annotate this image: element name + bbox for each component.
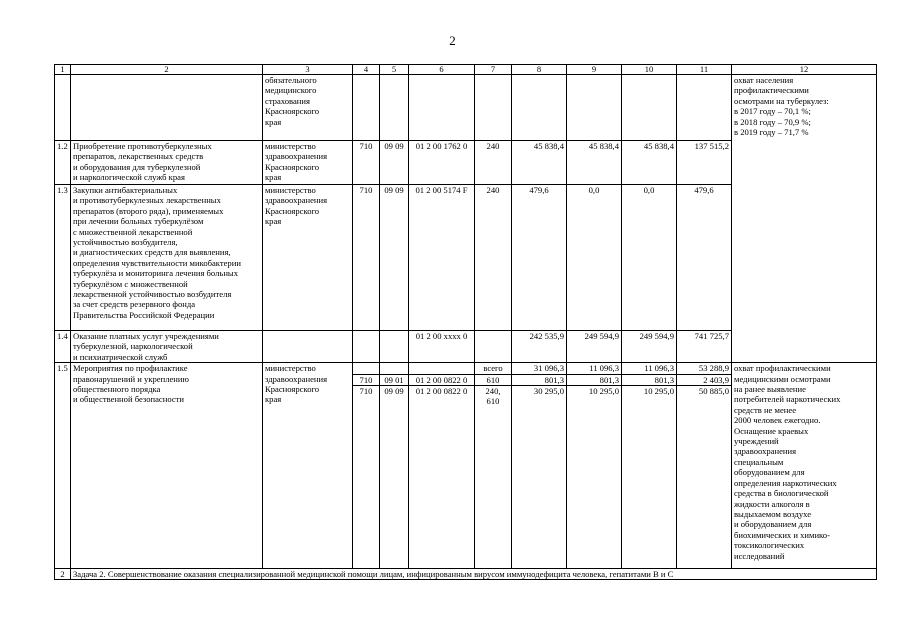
header-cell: 4 [353, 65, 380, 75]
value-2019: 10 295,0 [622, 386, 677, 569]
vr-cell: всего [475, 363, 512, 374]
header-cell: 7 [475, 65, 512, 75]
value-total: 2 403,9 [677, 374, 732, 385]
csr-cell: 01 2 00 1762 0 [409, 141, 475, 185]
value-2017: 801,3 [512, 374, 567, 385]
row-number: 1.3 [55, 185, 71, 331]
value-2018: 11 096,3 [567, 363, 622, 374]
grbs-cell [353, 363, 380, 374]
note-cell: охват населения профилактическими осмотрами на туберкулез: в 2017 году – 70,1 %; в 2018 году – 70,9 %; в 2019 году – 71,7 % [732, 75, 877, 363]
grbs-cell: 710 [353, 374, 380, 385]
measure-name: Оказание платных услуг учреждениями туберкулезной, наркологической и психиатрической служб [71, 331, 263, 363]
measure-name: Мероприятия по профилактике правонарушений и укреплению общественного порядка и общественной безопасности [71, 363, 263, 569]
header-cell: 2 [71, 65, 263, 75]
rzpr-cell: 09 09 [380, 141, 409, 185]
task-row [55, 569, 877, 580]
value-2017: 479,6 [512, 185, 567, 331]
value-2019: 249 594,9 [622, 331, 677, 363]
row-number: 1.4 [55, 331, 71, 363]
rzpr-cell: 09 09 [380, 386, 409, 569]
vr-cell: 240 [475, 141, 512, 185]
csr-cell: 01 2 00 5174 F [409, 185, 475, 331]
executor-cell: министерство здравоохранения Красноярского края [263, 363, 353, 569]
executor-cell: министерство здравоохранения Красноярского края [263, 141, 353, 185]
vr-cell: 240 [475, 185, 512, 331]
value-2017: 31 096,3 [512, 363, 567, 374]
header-cell: 5 [380, 65, 409, 75]
value-2018: 249 594,9 [567, 331, 622, 363]
measure-name: Закупки антибактериальных и противотуберкулезных лекарственных препаратов (второго ряда), применяемых при лечении больных туберкулёзом с множественной лекарственной устойчивостью возбудителя, и диагностических средств для выявления, определения чувствительности микобактерии туберкулёза и мониторинга лечения больных туберкулёзом с множественной лекарственной устойчивостью возбудителя за счет средств резервного фонда Правительства Российской Федерации [71, 185, 263, 331]
header-row [55, 65, 877, 75]
measure-name: Приобретение противотуберкулезных препаратов, лекарственных средств и оборудования для туберкулезной и наркологической служб края [71, 141, 263, 185]
value-total: 479,6 [677, 185, 732, 331]
value-total: 53 288,9 [677, 363, 732, 374]
value-total: 741 725,7 [677, 331, 732, 363]
table-row [55, 363, 877, 374]
grbs-cell: 710 [353, 386, 380, 569]
value-2018: 0,0 [567, 185, 622, 331]
table-row [55, 75, 877, 141]
value-2018: 45 838,4 [567, 141, 622, 185]
row-number: 1.2 [55, 141, 71, 185]
csr-cell: 01 2 00 0822 0 [409, 374, 475, 385]
row-number: 1.5 [55, 363, 71, 569]
task-title: Задача 2. Совершенствование оказания специализированной медицинской помощи лицам, инфицированным вирусом иммунодефицита человека, гепатитами В и С [71, 569, 877, 580]
header-cell: 6 [409, 65, 475, 75]
value-2019: 801,3 [622, 374, 677, 385]
note-cell: охват профилактическими медицинскими осмотрами на ранее выявление потребителей наркотических средств не менее 2000 человек ежегодно. Оснащение краевых учреждений здравоохранения специальным оборудованием для определения наркотических средства в биологической жидкости алкоголя в выдыхаемом воздухе и оборудованием для биохимических и химико- токсикологических исследований [732, 363, 877, 569]
value-2018: 10 295,0 [567, 386, 622, 569]
csr-cell: 01 2 00 хххх 0 [409, 331, 475, 363]
header-cell: 12 [732, 65, 877, 75]
value-total: 50 885,0 [677, 386, 732, 569]
executor-cell: министерство здравоохранения Красноярского края [263, 185, 353, 331]
rzpr-cell: 09 01 [380, 374, 409, 385]
row-number: 2 [55, 569, 71, 580]
header-cell: 9 [567, 65, 622, 75]
program-table [54, 64, 877, 580]
value-total: 137 515,2 [677, 141, 732, 185]
csr-cell: 01 2 00 0822 0 [409, 386, 475, 569]
value-2019: 0,0 [622, 185, 677, 331]
value-2017: 30 295,0 [512, 386, 567, 569]
csr-cell [409, 363, 475, 374]
rzpr-cell [380, 363, 409, 374]
value-2019: 11 096,3 [622, 363, 677, 374]
grbs-cell: 710 [353, 185, 380, 331]
value-2019: 45 838,4 [622, 141, 677, 185]
value-2018: 801,3 [567, 374, 622, 385]
grbs-cell: 710 [353, 141, 380, 185]
executor-cell: обязательного медицинского страхования Красноярского края [263, 75, 353, 141]
header-cell: 8 [512, 65, 567, 75]
value-2017: 45 838,4 [512, 141, 567, 185]
header-cell: 10 [622, 65, 677, 75]
header-cell: 11 [677, 65, 732, 75]
value-2017: 242 535,9 [512, 331, 567, 363]
vr-cell: 610 [475, 374, 512, 385]
page-number: 2 [449, 33, 456, 48]
rzpr-cell: 09 09 [380, 185, 409, 331]
header-cell: 3 [263, 65, 353, 75]
vr-cell: 240, 610 [475, 386, 512, 569]
header-cell: 1 [55, 65, 71, 75]
